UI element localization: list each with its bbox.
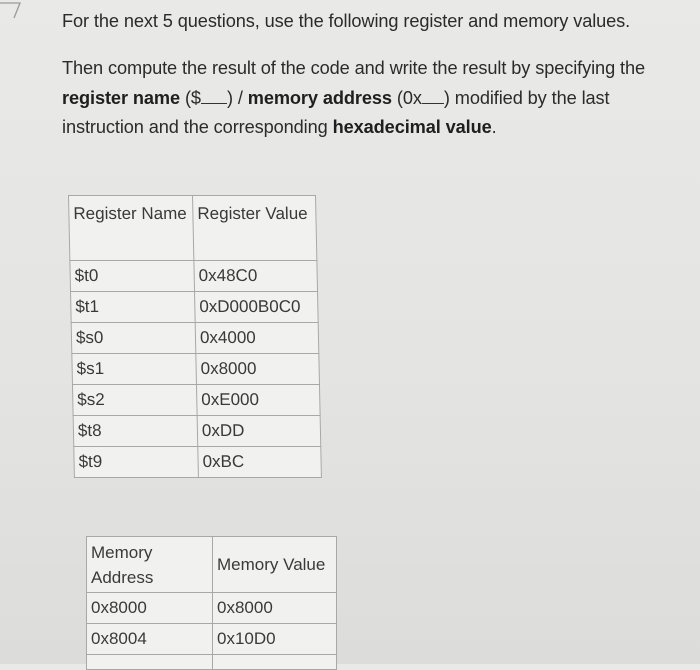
register-name-cell: $t8 — [73, 416, 198, 447]
cut-off-cell — [213, 655, 337, 670]
register-value-cell: 0x8000 — [196, 354, 320, 385]
register-name-cell: $t1 — [71, 292, 196, 323]
register-value-cell: 0x48C0 — [194, 261, 318, 292]
memory-table-header — [87, 537, 337, 593]
register-name-emphasis: register name — [62, 87, 180, 108]
register-name-cell: $s2 — [72, 385, 197, 416]
register-table — [68, 195, 322, 478]
memory-value-cell: 0x8000 — [213, 593, 337, 624]
register-value-cell: 0xE000 — [196, 385, 320, 416]
memory-address-emphasis: memory address — [247, 87, 392, 108]
intro-line: For the next 5 questions, use the following register and memory values. — [62, 11, 631, 31]
page-corner-mark — [0, 0, 24, 22]
table-row-cut-off — [87, 655, 337, 670]
table-row — [71, 292, 319, 323]
table-row — [87, 624, 337, 655]
memory-blank — [422, 89, 444, 104]
instructions-text — [62, 8, 682, 143]
register-name-cell: $t9 — [74, 447, 199, 478]
instructions-paragraph: Then compute the result of the code and write the result by specifying the register name ($ ) / memory address (0x ) modified by the last instruction and the corresponding hexadecimal value. — [62, 58, 646, 137]
memory-address-cell: 0x8000 — [87, 593, 213, 624]
register-name-cell: $t0 — [70, 261, 195, 292]
register-value-cell: 0xDD — [197, 416, 321, 447]
memory-table — [86, 536, 337, 670]
header-register-name: Register Name — [69, 196, 194, 261]
header-memory-address: Memory Address — [87, 537, 213, 593]
table-row — [72, 354, 320, 385]
memory-value-cell: 0x10D0 — [213, 624, 337, 655]
register-name-cell: $s0 — [71, 323, 196, 354]
table-row — [71, 323, 319, 354]
register-name-cell: $s1 — [72, 354, 197, 385]
register-blank — [201, 89, 227, 104]
register-value-cell: 0xD000B0C0 — [195, 292, 319, 323]
header-register-value: Register Value — [193, 196, 317, 261]
cut-off-cell — [87, 655, 213, 670]
register-value-cell: 0xBC — [198, 447, 322, 478]
table-row — [74, 447, 322, 478]
table-row — [72, 385, 320, 416]
memory-address-cell: 0x8004 — [87, 624, 213, 655]
table-row — [73, 416, 321, 447]
hex-value-emphasis: hexadecimal value — [332, 117, 492, 137]
register-table-header — [69, 196, 317, 261]
table-row — [87, 593, 337, 624]
register-value-cell: 0x4000 — [195, 323, 319, 354]
table-row — [70, 261, 318, 292]
header-memory-value: Memory Value — [213, 537, 337, 593]
